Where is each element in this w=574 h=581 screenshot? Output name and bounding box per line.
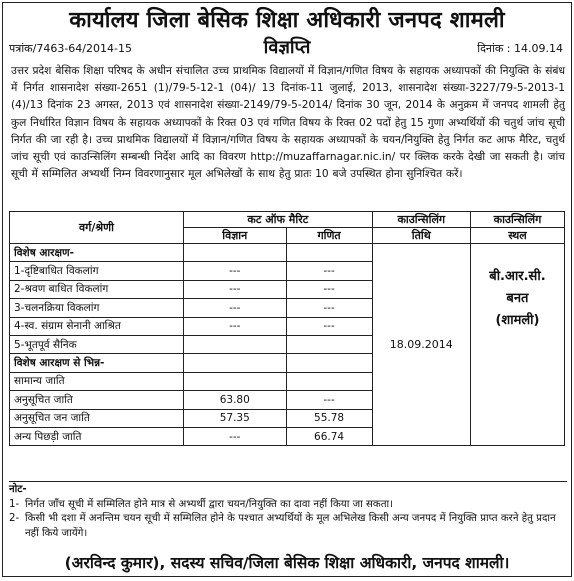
header-category: वर्ग/श्रेणी xyxy=(10,212,184,244)
row-label: 1-दृष्टिबाधित विकलांग xyxy=(10,262,184,280)
header-maths: गणित xyxy=(286,228,372,244)
section-non-special: विशेष आरक्षण से भिन्न- xyxy=(10,354,184,372)
note-item xyxy=(9,512,567,541)
notes-section xyxy=(9,481,567,541)
row-label: सामान्य जाति xyxy=(10,372,184,390)
counselling-place-cell xyxy=(470,244,564,446)
header-counselling-place: काउन्सिलिंग xyxy=(470,212,564,228)
signature-line: (अरविन्द कुमार), सदस्य सचिव/जिला बेसिक शिक्षा अधिकारी, जनपद शामली। xyxy=(64,554,510,572)
notice-label: विज्ञप्ति xyxy=(263,37,311,58)
maths-value: --- xyxy=(286,317,372,335)
maths-value: --- xyxy=(286,280,372,298)
row-label: 3-चलनक्रिया विकलांग xyxy=(10,299,184,317)
cutoff-table xyxy=(9,211,565,446)
row-label: 5-भूतपूर्व सैनिक xyxy=(10,335,184,353)
science-value xyxy=(184,335,286,353)
header-date-sub: तिथि xyxy=(372,228,470,244)
maths-value xyxy=(286,372,372,390)
reference-number: पत्रांक/7463-64/2014-15 xyxy=(9,42,132,55)
science-value: 57.35 xyxy=(184,409,286,427)
place-line-3: (शामली) xyxy=(495,313,540,328)
header-science: विज्ञान xyxy=(184,228,286,244)
notes-heading: नोट- xyxy=(9,481,567,498)
note-number: 1- xyxy=(9,498,20,510)
note-text: निर्गत जाँच सूची में सम्मिलित होने मात्र से अभ्यर्थी द्वारा चयन/नियुक्ति का दावा नहीं किया जा सकता। xyxy=(25,498,394,510)
science-value: --- xyxy=(184,317,286,335)
science-value: --- xyxy=(184,427,286,445)
note-item xyxy=(9,498,567,513)
note-text: किसी भी दशा में अनन्तिम चयन सूची में सम्मिलित होने के पश्चात अभ्यर्थियों के मूल अभिलेख किसी अन्य जनपद में नियुक्ति प्राप्त करने हेतु प्रदान नहीं किये जायेंगे। xyxy=(25,513,556,539)
header-cutoff: कट ऑफ मैरिट xyxy=(184,212,373,228)
science-value: --- xyxy=(184,299,286,317)
row-label: अनुसूचित जाति xyxy=(10,391,184,409)
science-value: --- xyxy=(184,262,286,280)
reference-row xyxy=(3,35,571,61)
header-counselling-date: काउन्सिलिंग xyxy=(372,212,470,228)
maths-value: --- xyxy=(286,391,372,409)
office-title: कार्यालय जिला बेसिक शिक्षा अधिकारी जनपद शामली xyxy=(69,8,505,33)
science-value: 63.80 xyxy=(184,391,286,409)
maths-value xyxy=(286,335,372,353)
row-label: 4-स्व. संग्राम सेनानी आश्रित xyxy=(10,317,184,335)
notice-document xyxy=(2,2,572,577)
maths-value: --- xyxy=(286,262,372,280)
maths-value: 55.78 xyxy=(286,409,372,427)
counselling-date-cell: 18.09.2014 xyxy=(372,244,470,446)
place-line-2: बनत xyxy=(506,291,529,306)
place-line-1: बी.आर.सी. xyxy=(489,269,546,284)
notice-date: दिनांक : 14.09.14 xyxy=(477,42,563,55)
header-place-sub: स्थल xyxy=(470,228,564,244)
maths-value: --- xyxy=(286,299,372,317)
section-special-reservation: विशेष आरक्षण- xyxy=(10,244,184,262)
science-value: --- xyxy=(184,280,286,298)
row-label: अन्य पिछड़ी जाति xyxy=(10,427,184,445)
maths-value: 66.74 xyxy=(286,427,372,445)
row-label: अनुसूचित जन जाति xyxy=(10,409,184,427)
science-value xyxy=(184,372,286,390)
row-label: 2-श्रवण बाधित विकलांग xyxy=(10,280,184,298)
note-number: 2- xyxy=(9,513,20,524)
notice-paragraph: उत्तर प्रदेश बेसिक शिक्षा परिषद के अधीन संचालित उच्च प्राथमिक विद्यालयों में विज्ञान/गणित विषय के सहायक अध्यापकों की नियुक्ति के संबंध में निर्गत शासनादेश संख्या-2651 (1)/79-5-12-1 (04)/ 13 दिनांक-11 जुलाई, 2013, शासनादेश संख्या-3227/79-5-2013-1 (4)/13 दिनांक 23 अगस्त, 2013 एवं शासनादेश संख्या-2149/79-5-2014/ दिनांक 30 जून, 2014 के अनुक्रम में जनपद शामली हेतु कुल निर्धारित विज्ञान विषय के सहायक अध्यापकों के रिक्त 03 एवं गणित विषय के रिक्त 02 पदों हेतु 15 गुणा अभ्यर्थियों की चतुर्थ जांच सूची निर्गत की जा रही है। उच्च प्राथमिक विद्यालयों में विज्ञान/गणित विषय के सहायक अध्यापकों के चयन/नियुक्ति हेतु निर्गत कट आफ मैरिट, चतुर्थ जांच सूची एवं काउन्सिलिंग सम्बन्धी निर्देश आदि का विवरण http://muzaffarnagar.nic.in/ पर क्लिक करके देखी जा सकती है। जांच सूची में सम्मिलित अभ्यर्थी निम्न विवरणानुसार मूल अभिलेखों के साथ हेतु प्रातः 10 बजे उपस्थित होना सुनिश्चित करें। xyxy=(11,65,565,181)
